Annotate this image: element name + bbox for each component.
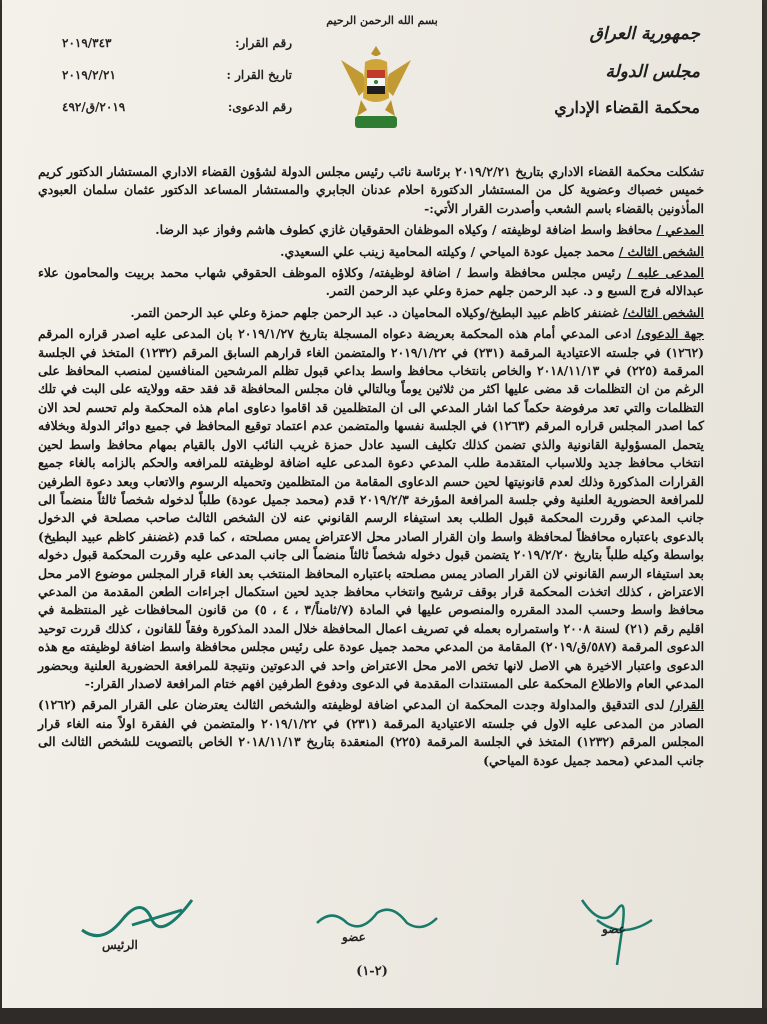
claim-text: ادعى المدعي أمام هذه المحكمة بعريضة دعواه المسجلة بتاريخ ٢٠١٩/١/٢٧ بان المدعى عليه اصدر قراره المرقم (١٢٦٢) في جلسته الاعتيادية المرقمة (٢٣١) في ٢٠١٩/١/٢٢ والمتضمن الغاء قرارهم السابق المرقم (١٢٣٢) المتخذ في الجلسة المرقمة (٢٢٥) في ٢٠١٨/١١/١٣ والخاص بانتخاب محافظ واسط بداعي قبول تظلم المرشحين المنافسين لمنصب المحافظ على الرغم من ان التظلمات قد مضى عليها اكثر من ثلاثين يوماً وبالتالي فان مجلس المحافظة قد فقد حقه وولايته على البت في تلك التظلمات والتي تعد مرفوضة حكماً كما اشار المدعي الى ان المتظلمين قد اقاموا دعاوى امام هذه المحكمة ولم تحسم لحد الان كما اصدر المجلس قراره المرقم (١٢٦٣) في الجلسة نفسها والمتضمن عدم اعتماد توقيع المحافظ في جميع دوائر الدولة وبخلافه يتحمل المسؤولية القانونية والذي تضمن كذلك تكليف السيد عادل حمزة غريب النائب الاول بالقيام بمهام محافظ واسط لحين انتخاب محافظ جديد وللاسباب المتقدمة طلب المدعي دعوة المدعى عليه اضافة لوظيفته للمرافعه والحكم بالزامه بالغاء جميع القرارات المذكورة وذلك لعدم قانونيتها لحين حسم الدعاوى المقامة من المتظلمين وتحميله الرسوم والاتعاب وبعد دعوة الطرفين للمرافعة الحضورية العلنية وفي جلسة المرافعة المؤرخة ٢٠١٩/٢/٣ قدم (محمد جميل عودة) طلباً لدخوله شخصاً ثالثاً منضماً الى جانب المدعي وقررت المحكمة قبول الطلب بعد استيفاء الرسم القانوني عنه لان الشخص الثالث صاحب مصلحة في الدخول بالدعوى باعتباره محافظاً لمحافظة واسط وان القرار الصادر محل الاعتراض يمس مصلحته ، كما قدم (غضنفر كاظم عبيد البطيخ) بواسطة وكيله طلباً بتاريخ ٢٠١٩/٢/٢٠ يتضمن قبول دخوله شخصاً ثالثاً منضماً الى جانب المدعى عليه وقررت المحكمة قبول دخوله بعد استيفاء الرسم القانوني لان القرار الصادر يمس مصلحته باعتباره المحافظ المنتخب بعد الغاء قرار المجلس موضوع الامر محل الاعتراض ، كذلك اتخذت المحكمة قرار بوقف ترشيح وانتخاب محافظ جديد لحين استكمال اجراءات الطعن المقدمة من المدعي محافظ واسط وحسب المدد المقرره والمنصوص عليها في المادة (٧/ثامناً/٣ ، ٤ ، ٥) من قانون المحافظات غير المنتظمة في اقليم رقم (٢١) لسنة ٢٠٠٨ واستمراره بعمله في تصريف اعمال المحافظة خلال المدد المذكورة وفقاً للقانون ، كذلك قررت توحيد الدعوى المرقمة (٥٨٧/ق/٢٠١٩) المقامة من المدعي محمد جميل عودة على رئيس مجلس محافظة واسط اضافة لوظيفته مع هذه الدعوى واعتبار الاخيرة هي الاصل لانها تخص الامر محل الاعتراض واحد في الدعوتين ونتيجة للمرافعة الحضورية العلنية وبحضور المدعي العام والاطلاع المحكمة على المستندات المقدمة في الدعوى ودفوع الطرفين افهم ختام المرافعة لاصدار القرار:- (38, 326, 705, 691)
third-party1-label: الشخص الثالث / (618, 243, 704, 259)
third-party2-label: الشخص الثالث/ (623, 304, 704, 320)
council-name: مجلس الدولة (605, 62, 700, 82)
intro-paragraph: تشكلت محكمة القضاء الاداري بتاريخ ٢٠١٩/٢/٢١ برئاسة نائب رئيس مجلس الدولة لشؤون القضاء الاداري المستشار الدكتور كريم خميس خصباك وعضوية كل من المستشار الدكتورة احلام عدنان الجابري والمستشار المساعد الدكتور عثمان سلمان العبودي المأذونين بالقضاء باسم الشعب وأصدرت القرار الأتي:- (38, 164, 704, 216)
defendant-label: المدعى عليه / (627, 265, 704, 281)
desk-background (0, 1008, 767, 1024)
president-label: الرئيس (102, 938, 138, 952)
plaintiff-paragraph (38, 221, 704, 239)
decision-text: لدى التدقيق والمداولة وجدت المحكمة ان المدعي اضافة لوظيفته والشخص الثالث يعترضان على القرار المرقم (١٢٦٢) الصادر من المدعى عليه الاول في جلسته الاعتيادية المرقمة (٢٣١) في ٢٠١٩/١/٢٢ والمتضمن في الفقرة اولاً منه الغاء قرار المجلس المرقم (١٢٣٢) المتخذ في الجلسة المرقمة (٢٢٥) المنعقدة بتاريخ ٢٠١٨/١١/١٣ الخاص بالتصويت للشخص الثالث الى جانب المدعي (محمد جميل عودة المياحي) (38, 697, 704, 768)
decision-number-row (62, 36, 292, 54)
defendant-text: رئيس مجلس محافظة واسط / اضافة لوظيفته/ وكلاؤه الموظف الحقوقي شهاب محمد بربيت والمحامون علاء عبدالاله فرج السبع و د. عبد الرحمن جلهم حمزة وعلي عبد الرحمن التمر. (38, 265, 704, 299)
decision-label: القرار/ (669, 697, 704, 713)
president-signature-icon (72, 890, 212, 950)
iraq-eagle-emblem-icon (337, 40, 415, 138)
defendant-paragraph (38, 264, 704, 301)
member2-label: عضو (602, 922, 626, 936)
decision-date: ٢٠١٩/٢/٢١ (62, 68, 116, 82)
decision-date-row (62, 68, 292, 86)
plaintiff-label: المدعي / (656, 222, 704, 238)
third-party2-text: غضنفر كاظم عبيد البطيخ/وكيلاه المحاميان د. عبد الرحمن جلهم حمزة وعلي عبد الرحمن التمر. (130, 304, 619, 320)
decision-body (38, 163, 704, 903)
claim-paragraph (38, 325, 704, 693)
institution-header (500, 24, 700, 122)
decision-number-label: رقم القرار: (235, 36, 292, 50)
claim-label: جهة الدعوى/ (636, 326, 704, 342)
republic-name: جمهورية العراق (589, 24, 700, 44)
case-number-row (62, 100, 292, 118)
court-name: محكمة القضاء الإداري (554, 98, 700, 117)
decision-number: ٢٠١٩/٣٤٣ (62, 36, 112, 50)
member1-label: عضو (342, 930, 366, 944)
page-number: (٢-١) (356, 964, 388, 979)
plaintiff-text: محافظ واسط اضافة لوظيفته / وكيلاه الموظفان الحقوقيان غازي كطوف هاشم وفواز عبد الرضا. (155, 222, 653, 238)
member1-signature-icon (312, 898, 442, 938)
case-number: ٢٠١٩/ق/٤٩٢ (62, 100, 126, 114)
case-number-label: رقم الدعوى: (227, 100, 292, 114)
decision-meta (62, 36, 292, 132)
basmala: بسم الله الرحمن الرحيم (326, 14, 438, 27)
third-party1-text: محمد جميل عودة المياحي / وكيلته المحامية زينب علي السعيدي. (280, 243, 615, 259)
third-party2-paragraph (38, 304, 704, 322)
third-party1-paragraph (38, 243, 704, 261)
decision-paragraph (38, 696, 704, 770)
document-page (2, 0, 762, 1010)
decision-date-label: تاريخ القرار : (226, 68, 292, 82)
